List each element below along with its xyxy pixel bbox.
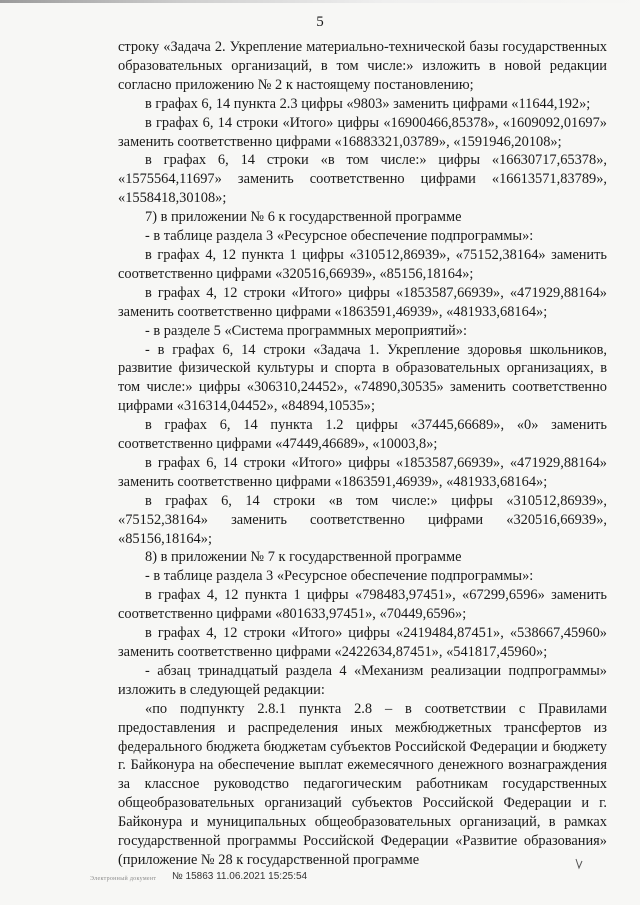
paragraph: в графах 6, 14 пункта 2.3 цифры «9803» заменить цифрами «11644,192»; xyxy=(145,95,591,112)
paragraph: - в таблице раздела 3 «Ресурсное обеспечение подпрограммы»: xyxy=(145,228,534,245)
paragraph: строку «Задача 2. Укрепление материально-технической базы государственных образовательных организаций, в том числе:» изложить в новой редакции согласно приложению № 2 к настоящему постановлению; xyxy=(118,39,607,93)
paragraph: 8) в приложении № 7 к государственной программе xyxy=(145,549,462,566)
tick-mark-icon xyxy=(575,858,583,870)
paragraph: в графах 4, 12 строки «Итого» цифры «2419484,87451», «538667,45960» заменить соответственно цифрами «2422634,87451», «541817,45960»; xyxy=(118,625,607,660)
paragraph: в графах 6, 14 строки «в том числе:» цифры «310512,86939», «75152,38164» заменить соответственно цифрами «320516,66939», «85156,18164»; xyxy=(118,492,607,547)
paragraph: в графах 4, 12 пункта 1 цифры «798483,97451», «67299,6596» заменить соответственно цифрами «801633,97451», «70449,6596»; xyxy=(118,587,607,623)
paragraph: 7) в приложении № 6 к государственной программе xyxy=(145,209,462,226)
paragraph: в графах 6, 14 строки «Итого» цифры «16900466,85378», «1609092,01697» заменить соответственно цифрами «16883321,03789», «1591946,20108»; xyxy=(118,114,607,150)
scan-edge xyxy=(0,0,640,3)
page-number: 5 xyxy=(316,14,324,30)
paragraph: - абзац тринадцатый раздела 4 «Механизм реализации подпрограммы» изложить в следующей редакции: xyxy=(118,662,607,698)
paragraph: в графах 4, 12 пункта 1 цифры «310512,86939», «75152,38164» заменить соответственно цифрами «320516,66939», «85156,18164»; xyxy=(118,246,607,282)
paragraph: в графах 4, 12 строки «Итого» цифры «1853587,66939», «471929,88164» заменить соответственно цифрами «1863591,46939», «481933,68164»; xyxy=(118,284,607,320)
paragraph: - в таблице раздела 3 «Ресурсное обеспечение подпрограммы»: xyxy=(145,568,534,585)
paragraph: - в графах 6, 14 строки «Задача 1. Укрепление здоровья школьников, развитие физической культуры и спорта в образовательных организациях, в том числе:» цифры «306310,24452», «74890,30535» заменить соответственно цифрами «316314,04452», «84894,10535»; xyxy=(118,341,607,415)
document-body xyxy=(118,38,607,870)
paragraph: «по подпункту 2.8.1 пункта 2.8 – в соответствии с Правилами предоставления и распределения иных межбюджетных трансфертов из федерального бюджета бюджетам субъектов Российской Федерации и бюджету г. Байконура на обеспечение выплат ежемесячного денежного вознаграждения за классное руководство педагогическим работникам государственных общеобразовательных организаций субъектов Российской Федерации и г. Байконура и муниципальных общеобразовательных организаций, в рамках государственной программы Российской Федерации «Развитие образования» (приложение № 28 к государственной программе xyxy=(118,700,607,868)
footer-left-text: Электронный документ xyxy=(90,876,157,882)
paragraph: - в разделе 5 «Система программных мероприятий»: xyxy=(145,322,467,339)
paragraph: в графах 6, 14 строки «в том числе:» цифры «16630717,65378», «1575564,11697» заменить соответственно цифрами «16613571,83789», «1558418,30108»; xyxy=(118,152,607,207)
paragraph: в графах 6, 14 строки «Итого» цифры «1853587,66939», «471929,88164» заменить соответственно цифрами «1863591,46939», «481933,68164»; xyxy=(118,454,607,490)
paragraph: в графах 6, 14 пункта 1.2 цифры «37445,66689», «0» заменить соответственно цифрами «47449,46689», «10003,8»; xyxy=(118,417,607,453)
registration-stamp: № 15863 11.06.2021 15:25:54 xyxy=(172,871,308,882)
